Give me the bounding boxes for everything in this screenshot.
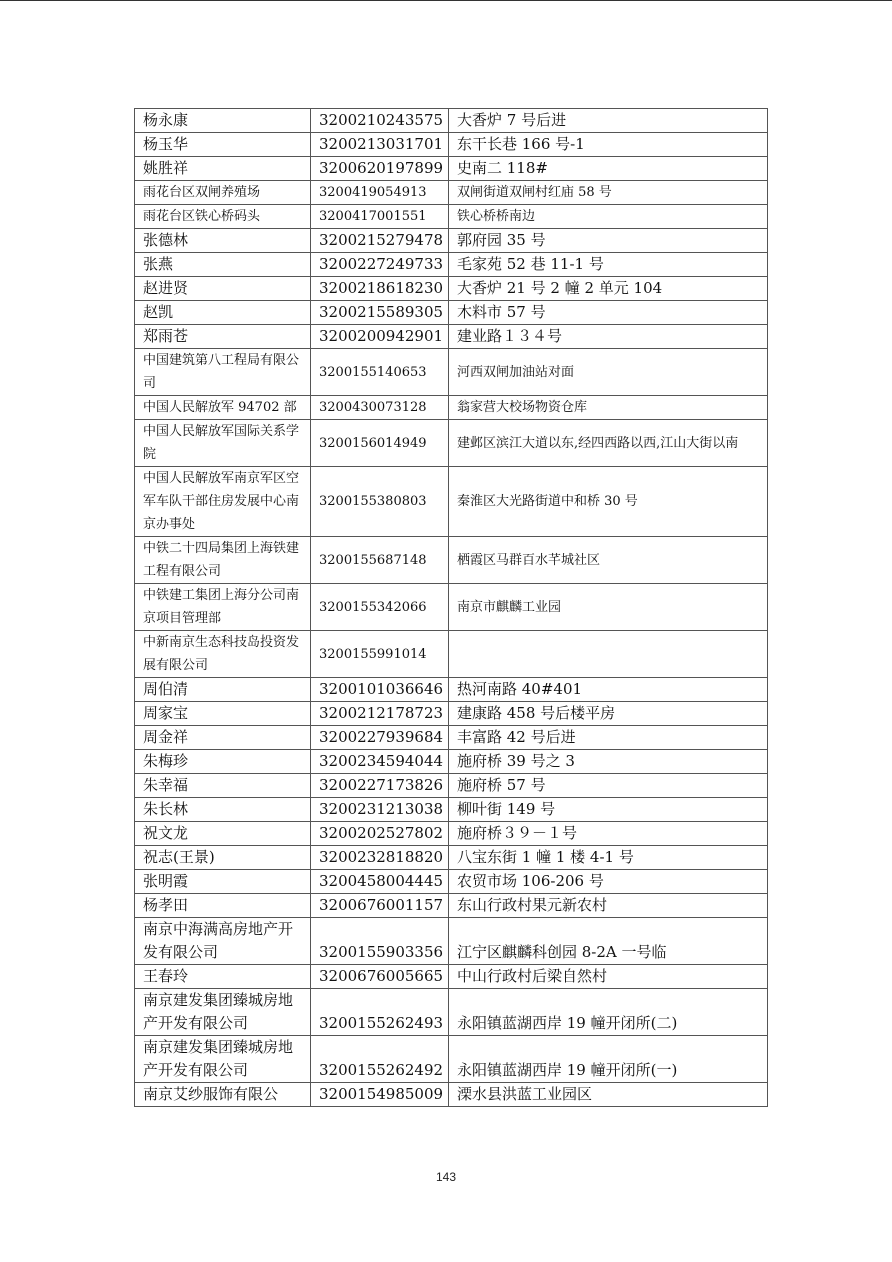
table-row — [135, 205, 768, 229]
unit-code: 3200155262492 — [311, 1036, 449, 1083]
unit-code: 3200155903356 — [311, 918, 449, 965]
unit-code: 3200200942901 — [311, 325, 449, 349]
unit-name: 郑雨苍 — [135, 325, 311, 349]
unit-address — [449, 631, 768, 678]
unit-code: 3200155991014 — [311, 631, 449, 678]
unit-name: 雨花台区双闸养殖场 — [135, 181, 311, 205]
unit-code: 3200155140653 — [311, 349, 449, 396]
unit-address: 施府桥３９－１号 — [449, 822, 768, 846]
unit-address: 永阳镇蓝湖西岸 19 幢开闭所(一) — [449, 1036, 768, 1083]
unit-name: 张德林 — [135, 229, 311, 253]
table-row — [135, 918, 768, 965]
unit-address-table — [134, 108, 768, 1107]
table-row — [135, 349, 768, 396]
unit-address: 史南二 118# — [449, 157, 768, 181]
unit-name: 张明霞 — [135, 870, 311, 894]
unit-code: 3200156014949 — [311, 420, 449, 467]
unit-code: 3200101036646 — [311, 678, 449, 702]
table-row — [135, 822, 768, 846]
unit-address: 东干长巷 166 号-1 — [449, 133, 768, 157]
unit-address: 永阳镇蓝湖西岸 19 幢开闭所(二) — [449, 989, 768, 1036]
unit-code: 3200213031701 — [311, 133, 449, 157]
unit-address: 柳叶街 149 号 — [449, 798, 768, 822]
unit-name: 中国人民解放军国际关系学院 — [135, 420, 311, 467]
unit-name: 中新南京生态科技岛投资发展有限公司 — [135, 631, 311, 678]
table-row — [135, 229, 768, 253]
unit-name: 南京建发集团臻城房地产开发有限公司 — [135, 989, 311, 1036]
unit-name: 杨永康 — [135, 109, 311, 133]
unit-code: 3200212178723 — [311, 702, 449, 726]
table-row — [135, 277, 768, 301]
unit-address: 铁心桥桥南边 — [449, 205, 768, 229]
table-row — [135, 157, 768, 181]
unit-name: 朱梅珍 — [135, 750, 311, 774]
unit-name: 姚胜祥 — [135, 157, 311, 181]
unit-name: 王春玲 — [135, 965, 311, 989]
unit-name: 祝文龙 — [135, 822, 311, 846]
unit-code: 3200430073128 — [311, 396, 449, 420]
table-row — [135, 750, 768, 774]
unit-name: 赵进贤 — [135, 277, 311, 301]
unit-code: 3200234594044 — [311, 750, 449, 774]
unit-code: 3200227939684 — [311, 726, 449, 750]
unit-name: 中国人民解放军南京军区空军车队干部住房发展中心南京办事处 — [135, 467, 311, 537]
unit-name: 杨孝田 — [135, 894, 311, 918]
table-row — [135, 798, 768, 822]
unit-name: 南京中海满高房地产开发有限公司 — [135, 918, 311, 965]
unit-code: 3200227249733 — [311, 253, 449, 277]
unit-address: 八宝东街 1 幢 1 楼 4-1 号 — [449, 846, 768, 870]
unit-code: 3200419054913 — [311, 181, 449, 205]
unit-name: 南京建发集团臻城房地产开发有限公司 — [135, 1036, 311, 1083]
table-row — [135, 584, 768, 631]
table-row — [135, 846, 768, 870]
unit-address: 溧水县洪蓝工业园区 — [449, 1083, 768, 1107]
unit-address: 大香炉 7 号后进 — [449, 109, 768, 133]
unit-address: 郭府园 35 号 — [449, 229, 768, 253]
unit-code: 3200417001551 — [311, 205, 449, 229]
unit-code: 3200155687148 — [311, 537, 449, 584]
top-rule — [0, 0, 892, 1]
unit-name: 雨花台区铁心桥码头 — [135, 205, 311, 229]
unit-code: 3200155262493 — [311, 989, 449, 1036]
unit-address: 中山行政村后梁自然村 — [449, 965, 768, 989]
unit-address: 农贸市场 106-206 号 — [449, 870, 768, 894]
unit-name: 周金祥 — [135, 726, 311, 750]
unit-address: 木料市 57 号 — [449, 301, 768, 325]
unit-code: 3200676001157 — [311, 894, 449, 918]
unit-address: 翁家营大校场物资仓库 — [449, 396, 768, 420]
unit-code: 3200202527802 — [311, 822, 449, 846]
unit-code: 3200155342066 — [311, 584, 449, 631]
unit-code: 3200215279478 — [311, 229, 449, 253]
unit-address: 施府桥 39 号之 3 — [449, 750, 768, 774]
table-row — [135, 420, 768, 467]
unit-address: 热河南路 40#401 — [449, 678, 768, 702]
unit-address: 丰富路 42 号后进 — [449, 726, 768, 750]
unit-code: 3200210243575 — [311, 109, 449, 133]
table-row — [135, 702, 768, 726]
unit-name: 周伯清 — [135, 678, 311, 702]
unit-address: 秦淮区大光路街道中和桥 30 号 — [449, 467, 768, 537]
unit-code: 3200154985009 — [311, 1083, 449, 1107]
unit-address: 东山行政村果元新农村 — [449, 894, 768, 918]
unit-address: 河西双闸加油站对面 — [449, 349, 768, 396]
unit-code: 3200227173826 — [311, 774, 449, 798]
unit-address: 双闸街道双闸村红庙 58 号 — [449, 181, 768, 205]
table-row — [135, 870, 768, 894]
unit-name: 中铁建工集团上海分公司南京项目管理部 — [135, 584, 311, 631]
unit-code: 3200231213038 — [311, 798, 449, 822]
unit-name: 南京艾纱服饰有限公 — [135, 1083, 311, 1107]
unit-address: 施府桥 57 号 — [449, 774, 768, 798]
unit-address: 江宁区麒麟科创园 8-2A 一号临 — [449, 918, 768, 965]
unit-address: 栖霞区马群百水芊城社区 — [449, 537, 768, 584]
unit-code: 3200215589305 — [311, 301, 449, 325]
table-row — [135, 467, 768, 537]
table-row — [135, 1083, 768, 1107]
table-row — [135, 537, 768, 584]
unit-name: 中国人民解放军 94702 部 — [135, 396, 311, 420]
table-row — [135, 133, 768, 157]
table-row — [135, 989, 768, 1036]
unit-name: 张燕 — [135, 253, 311, 277]
table-row — [135, 396, 768, 420]
unit-name: 周家宝 — [135, 702, 311, 726]
unit-name: 朱长林 — [135, 798, 311, 822]
unit-code: 3200218618230 — [311, 277, 449, 301]
table-row — [135, 774, 768, 798]
unit-name: 中铁二十四局集团上海铁建工程有限公司 — [135, 537, 311, 584]
unit-address: 南京市麒麟工业园 — [449, 584, 768, 631]
page-number: 143 — [435, 1170, 457, 1184]
table-row — [135, 109, 768, 133]
table-row — [135, 631, 768, 678]
unit-code: 3200620197899 — [311, 157, 449, 181]
unit-name: 中国建筑第八工程局有限公司 — [135, 349, 311, 396]
unit-address: 大香炉 21 号 2 幢 2 单元 104 — [449, 277, 768, 301]
unit-code: 3200458004445 — [311, 870, 449, 894]
unit-code: 3200232818820 — [311, 846, 449, 870]
unit-address: 毛家苑 52 巷 11-1 号 — [449, 253, 768, 277]
table-row — [135, 1036, 768, 1083]
table-row — [135, 726, 768, 750]
table-row — [135, 253, 768, 277]
unit-address: 建业路１３４号 — [449, 325, 768, 349]
table-row — [135, 181, 768, 205]
table-row — [135, 301, 768, 325]
unit-name: 杨玉华 — [135, 133, 311, 157]
unit-code: 3200155380803 — [311, 467, 449, 537]
table-row — [135, 678, 768, 702]
unit-name: 祝志(王景) — [135, 846, 311, 870]
table-row — [135, 894, 768, 918]
unit-address: 建康路 458 号后楼平房 — [449, 702, 768, 726]
unit-name: 赵凯 — [135, 301, 311, 325]
unit-code: 3200676005665 — [311, 965, 449, 989]
table-row — [135, 965, 768, 989]
table-row — [135, 325, 768, 349]
unit-name: 朱幸福 — [135, 774, 311, 798]
unit-address: 建邺区滨江大道以东,经四西路以西,江山大街以南 — [449, 420, 768, 467]
